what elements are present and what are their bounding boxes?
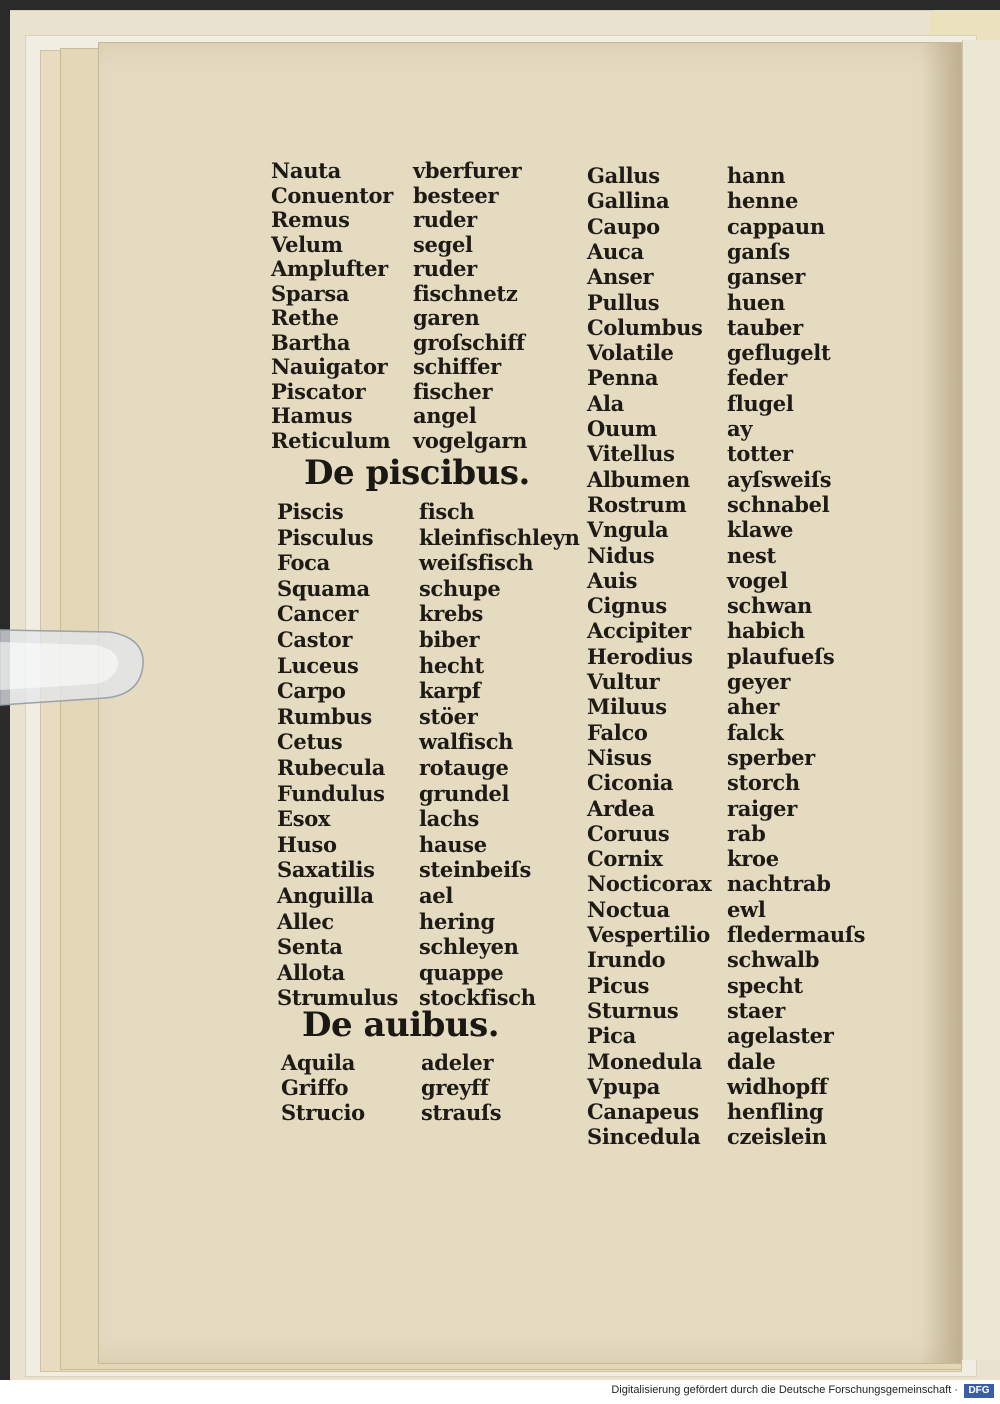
- german-term: vogel: [727, 567, 788, 593]
- german-term: ayſsweiſs: [727, 466, 832, 492]
- german-term: fisch: [419, 499, 475, 524]
- german-term: biber: [419, 627, 480, 652]
- latin-term: Pisculus: [277, 524, 374, 550]
- german-term: hecht: [419, 652, 484, 678]
- latin-term: Saxatilis: [277, 857, 375, 883]
- german-term: hering: [419, 908, 495, 934]
- latin-term: Carpo: [277, 678, 346, 704]
- dfg-logo: DFG: [964, 1384, 994, 1398]
- german-term: storch: [727, 770, 800, 796]
- german-term: staer: [727, 997, 786, 1023]
- latin-term: Ala: [587, 390, 624, 416]
- latin-term: Anguilla: [277, 883, 374, 908]
- german-term: ael: [419, 883, 454, 908]
- latin-term: Strumulus: [277, 985, 399, 1011]
- latin-term: Vitellus: [587, 441, 675, 467]
- heading-de-piscibus: De piscibus.: [304, 453, 530, 493]
- latin-term: Conuentor: [271, 182, 393, 208]
- german-term: henne: [727, 188, 799, 214]
- german-term: vberfurer: [413, 158, 522, 183]
- german-term: henfling: [727, 1099, 824, 1125]
- latin-term: Monedula: [587, 1048, 703, 1074]
- latin-term: Senta: [277, 934, 343, 960]
- latin-term: Anser: [587, 264, 654, 290]
- latin-term: Allec: [277, 908, 334, 934]
- latin-term: Aquila: [281, 1050, 356, 1075]
- german-term: schupe: [419, 575, 501, 601]
- latin-term: Nisus: [587, 744, 652, 770]
- german-term: falck: [727, 719, 784, 745]
- german-term: ruder: [413, 207, 477, 232]
- latin-term: Penna: [587, 365, 659, 391]
- latin-term: Huso: [277, 831, 337, 857]
- latin-term: Griffo: [281, 1075, 349, 1100]
- german-term: feder: [727, 365, 788, 391]
- latin-term: Falco: [587, 719, 648, 745]
- german-term: klawe: [727, 517, 794, 543]
- german-term: agelaster: [727, 1023, 834, 1049]
- footer-bar: [0, 1380, 1000, 1404]
- german-term: stockfisch: [419, 985, 536, 1011]
- latin-term: Fundulus: [277, 780, 385, 806]
- german-term: schiffer: [413, 354, 501, 379]
- heading-de-auibus: De auibus.: [302, 1005, 500, 1045]
- latin-term: Rumbus: [277, 703, 372, 729]
- german-term: geyer: [727, 669, 791, 694]
- latin-term: Sincedula: [587, 1124, 701, 1150]
- german-term: raiger: [727, 795, 797, 821]
- german-term: weiſsfisch: [419, 550, 534, 576]
- german-term: rab: [727, 820, 766, 846]
- german-term: hause: [419, 831, 487, 857]
- latin-term: Nauigator: [271, 354, 388, 379]
- latin-term: Cancer: [277, 601, 359, 627]
- german-term: fledermauſs: [727, 922, 866, 947]
- german-term: krebs: [419, 601, 483, 627]
- german-term: walfisch: [419, 729, 514, 755]
- german-term: specht: [727, 972, 803, 998]
- latin-term: Canapeus: [587, 1099, 699, 1125]
- latin-term: Caupo: [587, 213, 660, 239]
- german-term: stöer: [419, 703, 478, 729]
- german-term: schwan: [727, 593, 813, 619]
- german-term: huen: [727, 289, 785, 315]
- latin-term: Vpupa: [587, 1073, 661, 1099]
- latin-term: Nauta: [271, 158, 341, 183]
- german-term: steinbeiſs: [419, 857, 532, 883]
- latin-term: Luceus: [277, 652, 359, 678]
- page-gutter-shadow: [921, 43, 961, 1363]
- german-term: rotauge: [419, 755, 509, 780]
- german-term: aher: [727, 694, 780, 720]
- latin-term: Gallus: [587, 163, 660, 188]
- latin-term: Herodius: [587, 643, 693, 669]
- latin-term: Gallina: [587, 188, 670, 214]
- latin-term: Cetus: [277, 729, 343, 755]
- latin-term: Foca: [277, 550, 330, 576]
- latin-term: Miluus: [587, 694, 667, 720]
- german-term: ganser: [727, 264, 806, 290]
- latin-term: Bartha: [271, 329, 351, 355]
- latin-term: Columbus: [587, 314, 703, 340]
- latin-term: Nidus: [587, 542, 655, 568]
- latin-term: Pullus: [587, 289, 660, 315]
- latin-term: Castor: [277, 627, 353, 652]
- german-term: ewl: [727, 896, 766, 922]
- german-term: geflugelt: [727, 340, 831, 366]
- german-term: garen: [413, 305, 480, 330]
- german-term: fischer: [413, 378, 493, 404]
- german-term: nachtrab: [727, 871, 831, 897]
- latin-term: Rethe: [271, 305, 339, 330]
- latin-term: Piscator: [271, 378, 366, 404]
- facing-page-edge: [962, 40, 1000, 1360]
- latin-term: Ciconia: [587, 770, 674, 796]
- book-page: [98, 42, 962, 1364]
- latin-term: Vultur: [587, 669, 660, 694]
- latin-term: Volatile: [587, 340, 674, 366]
- german-term: besteer: [413, 182, 499, 208]
- german-term: flugel: [727, 390, 794, 416]
- latin-term: Noctua: [587, 896, 670, 922]
- german-term: widhopff: [727, 1073, 828, 1099]
- german-term: grundel: [419, 780, 510, 806]
- latin-term: Piscis: [277, 499, 344, 524]
- german-term: fischnetz: [413, 280, 518, 306]
- german-term: dale: [727, 1048, 776, 1074]
- latin-term: Sturnus: [587, 997, 679, 1023]
- german-term: angel: [413, 403, 477, 428]
- page-clip: [0, 610, 145, 720]
- latin-term: Accipiter: [587, 618, 691, 644]
- german-term: totter: [727, 441, 793, 467]
- latin-term: Strucio: [281, 1100, 365, 1125]
- german-term: quappe: [419, 959, 504, 985]
- latin-term: Reticulum: [271, 427, 391, 453]
- german-term: ganſs: [727, 238, 790, 264]
- german-term: plaufueſs: [727, 643, 835, 669]
- german-term: segel: [413, 231, 473, 257]
- latin-term: Nocticorax: [587, 871, 712, 897]
- german-term: greyff: [421, 1075, 489, 1100]
- latin-term: Squama: [277, 575, 370, 601]
- german-term: kroe: [727, 846, 779, 872]
- latin-term: Ouum: [587, 416, 657, 441]
- latin-term: Albumen: [587, 466, 690, 492]
- latin-term: Amplufter: [271, 256, 388, 281]
- german-term: vogelgarn: [413, 427, 528, 453]
- german-term: sperber: [727, 744, 815, 770]
- german-term: strauſs: [421, 1100, 502, 1125]
- german-term: schnabel: [727, 491, 830, 517]
- latin-term: Esox: [277, 806, 331, 832]
- german-term: schwalb: [727, 947, 820, 973]
- latin-term: Auis: [587, 567, 638, 593]
- latin-term: Coruus: [587, 820, 670, 846]
- german-term: czeislein: [727, 1124, 827, 1150]
- german-term: ay: [727, 416, 753, 441]
- latin-term: Pica: [587, 1023, 636, 1049]
- latin-term: Sparsa: [271, 280, 350, 306]
- latin-term: Cornix: [587, 846, 663, 872]
- latin-term: Velum: [271, 231, 343, 257]
- latin-term: Vespertilio: [587, 922, 710, 947]
- german-term: groſschiff: [413, 329, 525, 355]
- footer-credit: Digitalisierung gefördert durch die Deutsche Forschungsgemeinschaft ·: [611, 1384, 958, 1396]
- latin-term: Auca: [587, 238, 644, 264]
- german-term: schleyen: [419, 934, 519, 960]
- german-term: habich: [727, 618, 805, 644]
- latin-term: Irundo: [587, 947, 666, 973]
- latin-term: Remus: [271, 207, 350, 232]
- latin-term: Rubecula: [277, 755, 386, 780]
- latin-term: Rostrum: [587, 491, 687, 517]
- latin-term: Allota: [277, 959, 345, 985]
- german-term: nest: [727, 542, 776, 568]
- german-term: tauber: [727, 314, 803, 340]
- latin-term: Cignus: [587, 593, 667, 619]
- latin-term: Ardea: [587, 795, 655, 821]
- german-term: cappaun: [727, 213, 825, 239]
- german-term: adeler: [421, 1050, 494, 1075]
- german-term: lachs: [419, 806, 479, 832]
- latin-term: Picus: [587, 972, 650, 998]
- german-term: ruder: [413, 256, 477, 281]
- latin-term: Hamus: [271, 403, 353, 428]
- german-term: kleinfischleyn: [419, 524, 580, 550]
- latin-term: Vngula: [587, 517, 669, 543]
- german-term: hann: [727, 163, 786, 188]
- german-term: karpf: [419, 678, 481, 704]
